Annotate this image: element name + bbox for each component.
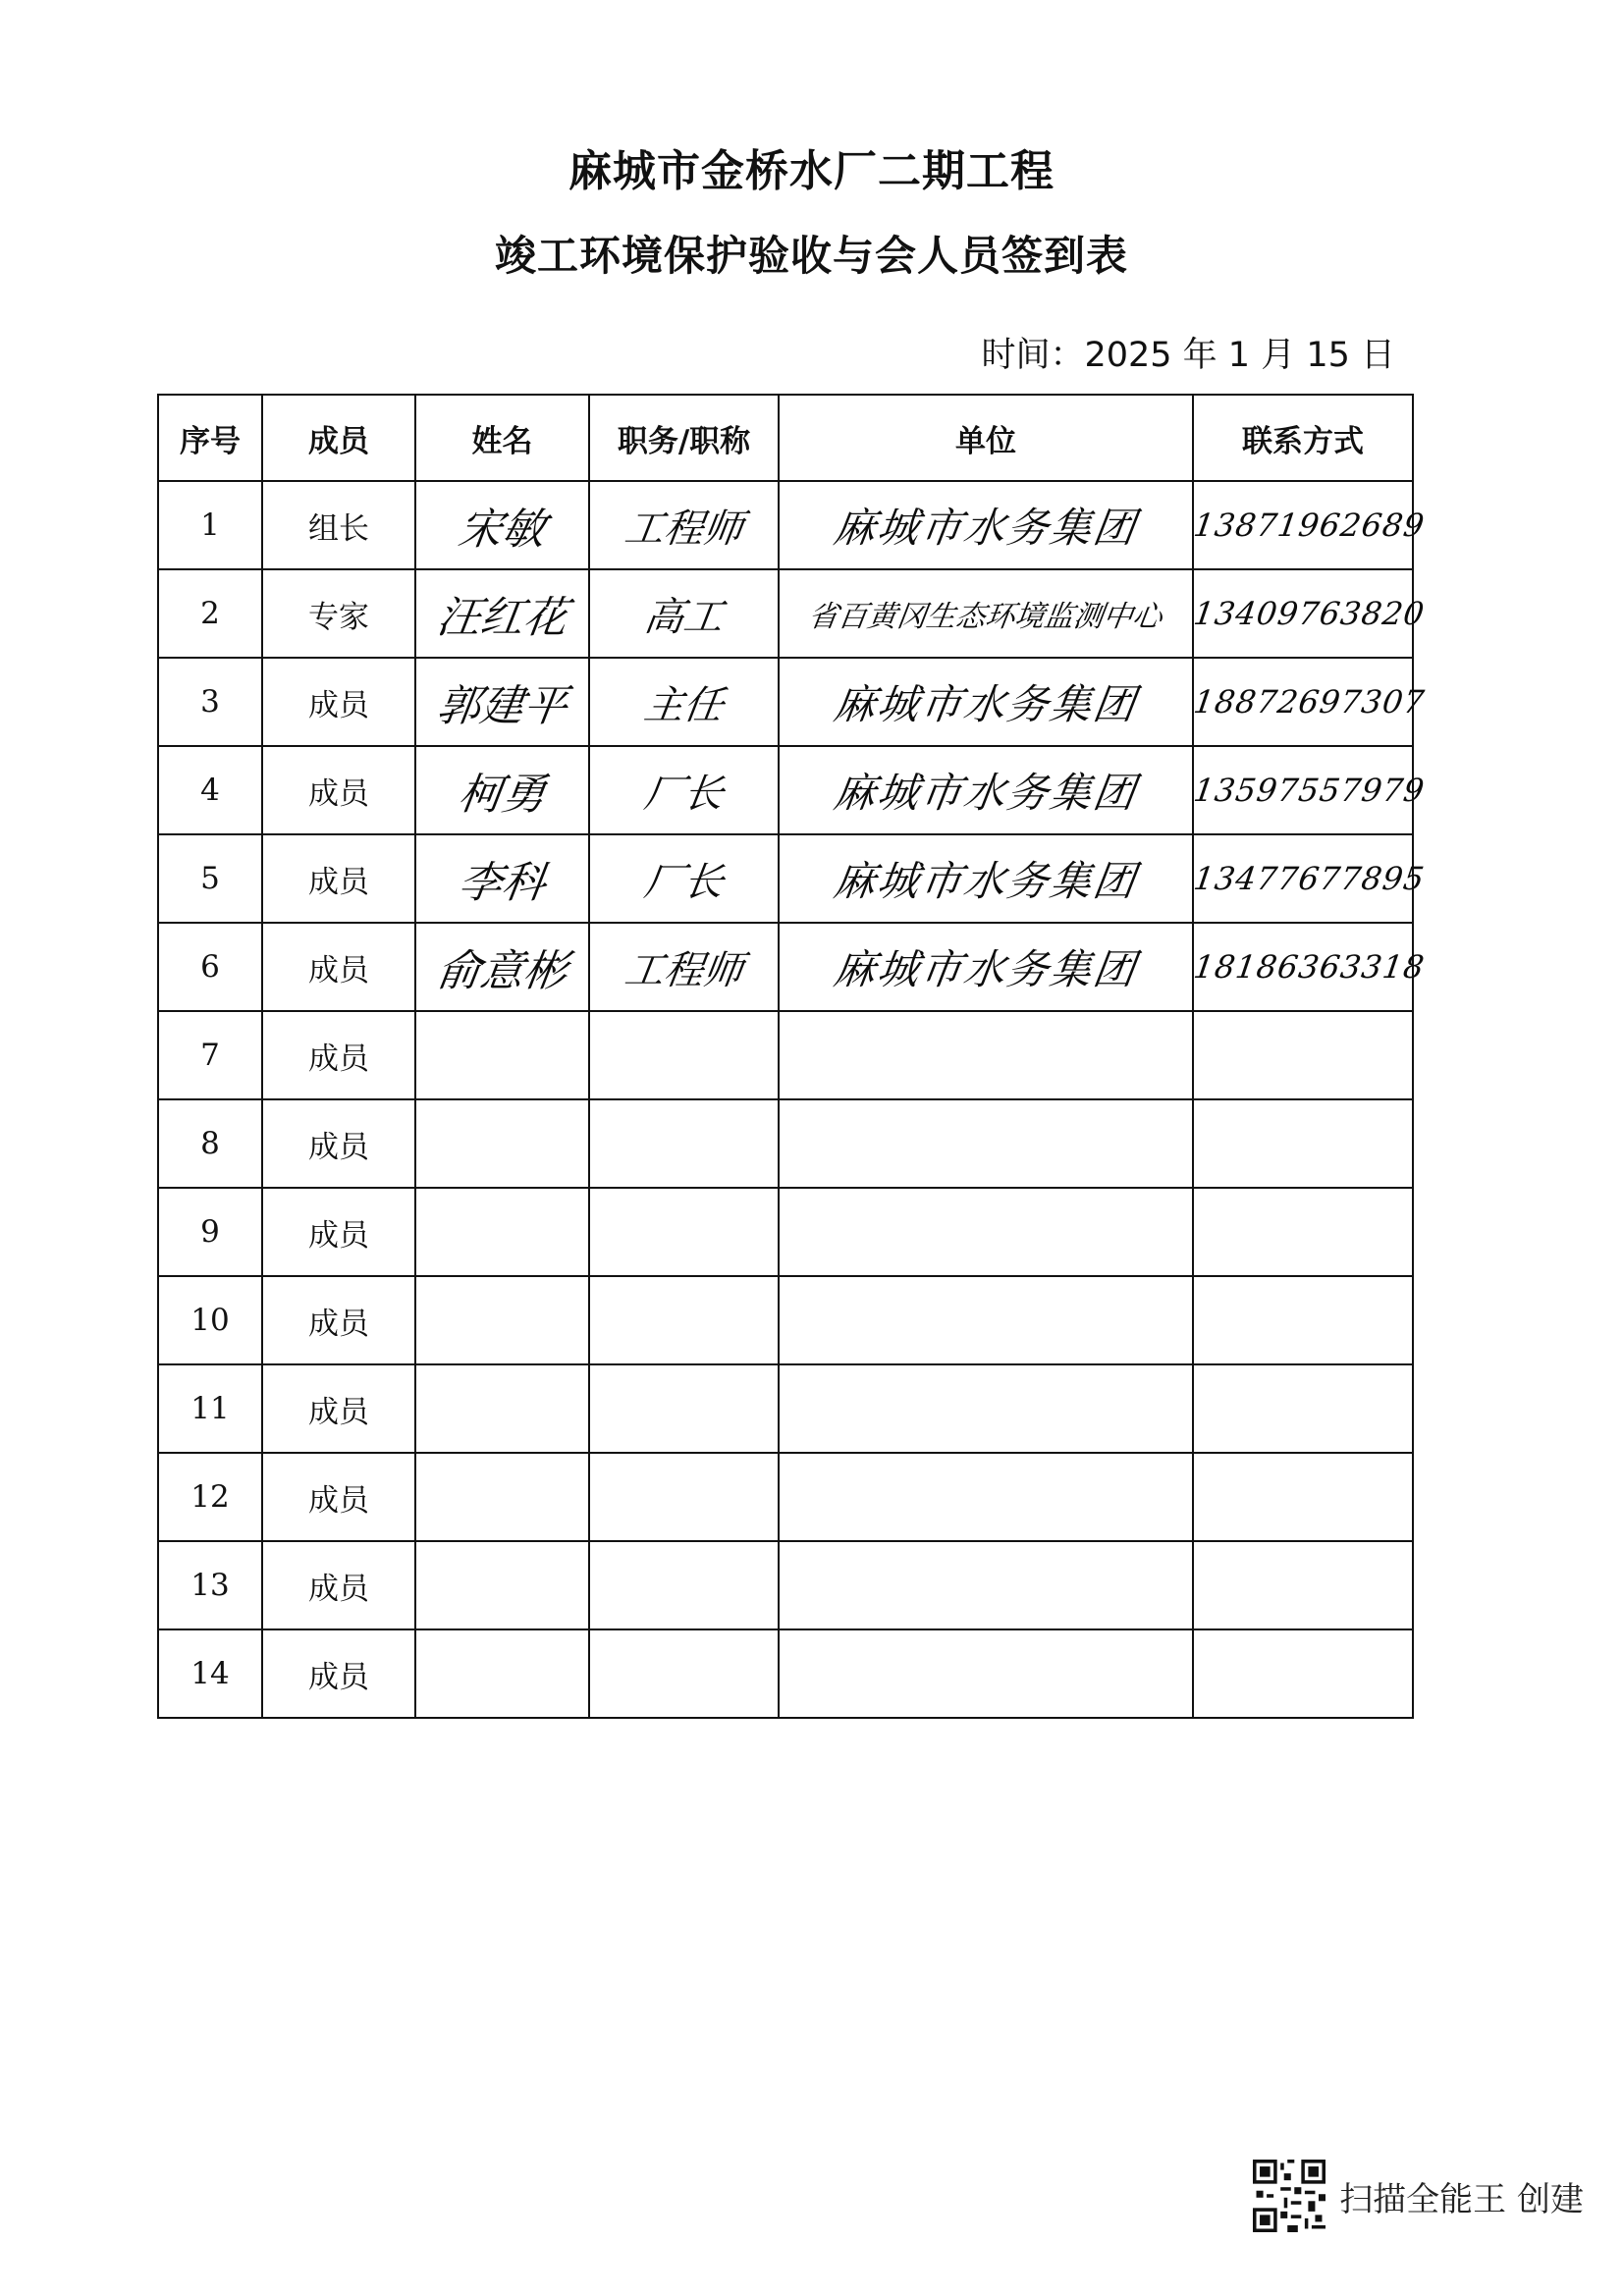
row-signature-name-cell (415, 1011, 589, 1099)
table-row (158, 1364, 1413, 1453)
scanner-watermark (1253, 2160, 1584, 2232)
row-job-title-cell (589, 923, 779, 1011)
row-role: 成员 (262, 1364, 415, 1453)
row-number: 3 (158, 658, 262, 746)
row-number: 9 (158, 1188, 262, 1276)
row-signature-name-cell (415, 658, 589, 746)
row-phone-cell (1193, 1364, 1413, 1453)
row-number: 1 (158, 481, 262, 569)
table-row (158, 1541, 1413, 1629)
table-row (158, 1188, 1413, 1276)
row-phone-cell (1191, 746, 1428, 834)
row-job-title-cell (589, 1011, 779, 1099)
row-role: 成员 (262, 746, 415, 834)
row-signature-name: 柯勇 (455, 770, 549, 820)
row-unit: 省百黄冈生态环境监测中心 (806, 600, 1164, 634)
row-job-title: 工程师 (621, 506, 746, 552)
row-job-title-cell (589, 1276, 779, 1364)
table-row (158, 1453, 1413, 1541)
row-unit: 麻城市水务集团 (831, 680, 1141, 728)
row-job-title: 工程师 (621, 947, 746, 993)
row-job-title: 主任 (640, 682, 727, 728)
row-unit: 麻城市水务集团 (831, 857, 1141, 905)
table-row (158, 746, 1413, 834)
row-phone-cell (1193, 1188, 1413, 1276)
row-unit: 麻城市水务集团 (831, 769, 1141, 817)
header-seq: 序号 (158, 395, 262, 481)
row-signature-name-cell (415, 1276, 589, 1364)
row-unit: 麻城市水务集团 (831, 945, 1141, 993)
table-body (158, 481, 1428, 1718)
row-signature-name: 汪红花 (433, 593, 570, 643)
qr-code-icon (1253, 2160, 1325, 2232)
row-phone: 13409763820 (1191, 595, 1428, 632)
row-phone-cell (1193, 1099, 1413, 1188)
row-number: 10 (158, 1276, 262, 1364)
document-title: 麻城市金桥水厂二期工程 (568, 146, 1055, 196)
row-job-title: 高工 (640, 594, 727, 640)
table-row (158, 1276, 1413, 1364)
table-row (158, 834, 1413, 923)
row-role: 成员 (262, 1541, 415, 1629)
row-unit-cell (779, 834, 1193, 923)
row-unit-cell (779, 923, 1193, 1011)
row-phone: 13871962689 (1191, 507, 1428, 544)
row-number: 7 (158, 1011, 262, 1099)
row-unit-cell (779, 658, 1193, 746)
row-signature-name: 俞意彬 (433, 946, 570, 996)
row-number: 14 (158, 1629, 262, 1718)
row-job-title: 厂长 (640, 771, 727, 817)
row-role: 成员 (262, 1011, 415, 1099)
row-unit-cell (779, 569, 1193, 658)
row-number: 13 (158, 1541, 262, 1629)
row-role: 成员 (262, 1629, 415, 1718)
row-unit-cell (779, 1276, 1193, 1364)
row-role: 成员 (262, 923, 415, 1011)
row-phone-cell (1193, 1011, 1413, 1099)
row-job-title-cell (589, 1453, 779, 1541)
row-job-title: 厂长 (640, 859, 727, 905)
row-signature-name-cell (415, 834, 589, 923)
row-phone-cell (1191, 923, 1428, 1011)
row-phone-cell (1193, 1629, 1413, 1718)
row-role: 成员 (262, 1099, 415, 1188)
header-title: 职务/职称 (589, 395, 779, 481)
sign-in-table (157, 394, 1428, 1719)
row-unit-cell (779, 1011, 1193, 1099)
document-subtitle: 竣工环境保护验收与会人员签到表 (494, 232, 1128, 280)
row-phone-cell (1191, 481, 1428, 569)
row-signature-name-cell (415, 923, 589, 1011)
row-job-title-cell (589, 834, 779, 923)
row-phone: 13477677895 (1191, 860, 1428, 897)
row-phone-cell (1191, 658, 1428, 746)
row-role: 成员 (262, 1188, 415, 1276)
row-signature-name-cell (415, 1188, 589, 1276)
row-signature-name-cell (415, 1364, 589, 1453)
row-unit-cell (779, 746, 1193, 834)
table-row (158, 481, 1413, 569)
row-signature-name: 李科 (455, 858, 549, 908)
table-header-row (158, 395, 1413, 481)
header-contact: 联系方式 (1193, 395, 1413, 481)
row-role: 专家 (262, 569, 415, 658)
row-job-title-cell (589, 746, 779, 834)
row-signature-name-cell (415, 1099, 589, 1188)
table-row (158, 1629, 1413, 1718)
document-date: 时间：2025 年 1 月 15 日 (981, 336, 1395, 375)
row-signature-name-cell (415, 1453, 589, 1541)
header-name: 姓名 (415, 395, 589, 481)
row-role: 成员 (262, 1453, 415, 1541)
table-row (158, 1099, 1413, 1188)
row-number: 12 (158, 1453, 262, 1541)
table-row (158, 1011, 1413, 1099)
row-signature-name: 郭建平 (433, 681, 570, 731)
row-signature-name-cell (415, 746, 589, 834)
table-row (158, 923, 1413, 1011)
row-phone: 18186363318 (1191, 948, 1428, 986)
row-unit-cell (779, 1453, 1193, 1541)
row-signature-name-cell (415, 1541, 589, 1629)
row-job-title-cell (589, 1364, 779, 1453)
row-phone-cell (1191, 834, 1428, 923)
row-unit-cell (779, 1541, 1193, 1629)
row-role: 成员 (262, 658, 415, 746)
row-number: 6 (158, 923, 262, 1011)
table-row (158, 569, 1413, 658)
row-unit-cell (779, 1364, 1193, 1453)
row-job-title-cell (589, 1099, 779, 1188)
row-role: 组长 (262, 481, 415, 569)
row-signature-name-cell (415, 1629, 589, 1718)
row-role: 成员 (262, 834, 415, 923)
row-phone-cell (1193, 1276, 1413, 1364)
row-phone: 18872697307 (1191, 683, 1428, 721)
row-phone: 13597557979 (1191, 772, 1428, 809)
row-unit-cell (779, 1629, 1193, 1718)
header-role: 成员 (262, 395, 415, 481)
row-number: 11 (158, 1364, 262, 1453)
watermark-text: 扫描全能王 创建 (1339, 2179, 1584, 2219)
row-signature-name-cell (415, 569, 589, 658)
row-phone-cell (1191, 569, 1428, 658)
row-number: 2 (158, 569, 262, 658)
row-number: 8 (158, 1099, 262, 1188)
row-job-title-cell (589, 481, 779, 569)
row-job-title-cell (589, 1541, 779, 1629)
row-unit-cell (779, 1188, 1193, 1276)
row-number: 5 (158, 834, 262, 923)
row-job-title-cell (589, 1629, 779, 1718)
row-job-title-cell (589, 658, 779, 746)
row-unit-cell (779, 481, 1193, 569)
row-signature-name: 宋敏 (455, 505, 549, 555)
header-unit: 单位 (779, 395, 1193, 481)
row-phone-cell (1193, 1453, 1413, 1541)
row-number: 4 (158, 746, 262, 834)
table-row (158, 658, 1413, 746)
row-phone-cell (1193, 1541, 1413, 1629)
row-signature-name-cell (415, 481, 589, 569)
row-role: 成员 (262, 1276, 415, 1364)
row-unit: 麻城市水务集团 (831, 504, 1141, 552)
row-unit-cell (779, 1099, 1193, 1188)
row-job-title-cell (589, 1188, 779, 1276)
row-job-title-cell (589, 569, 779, 658)
